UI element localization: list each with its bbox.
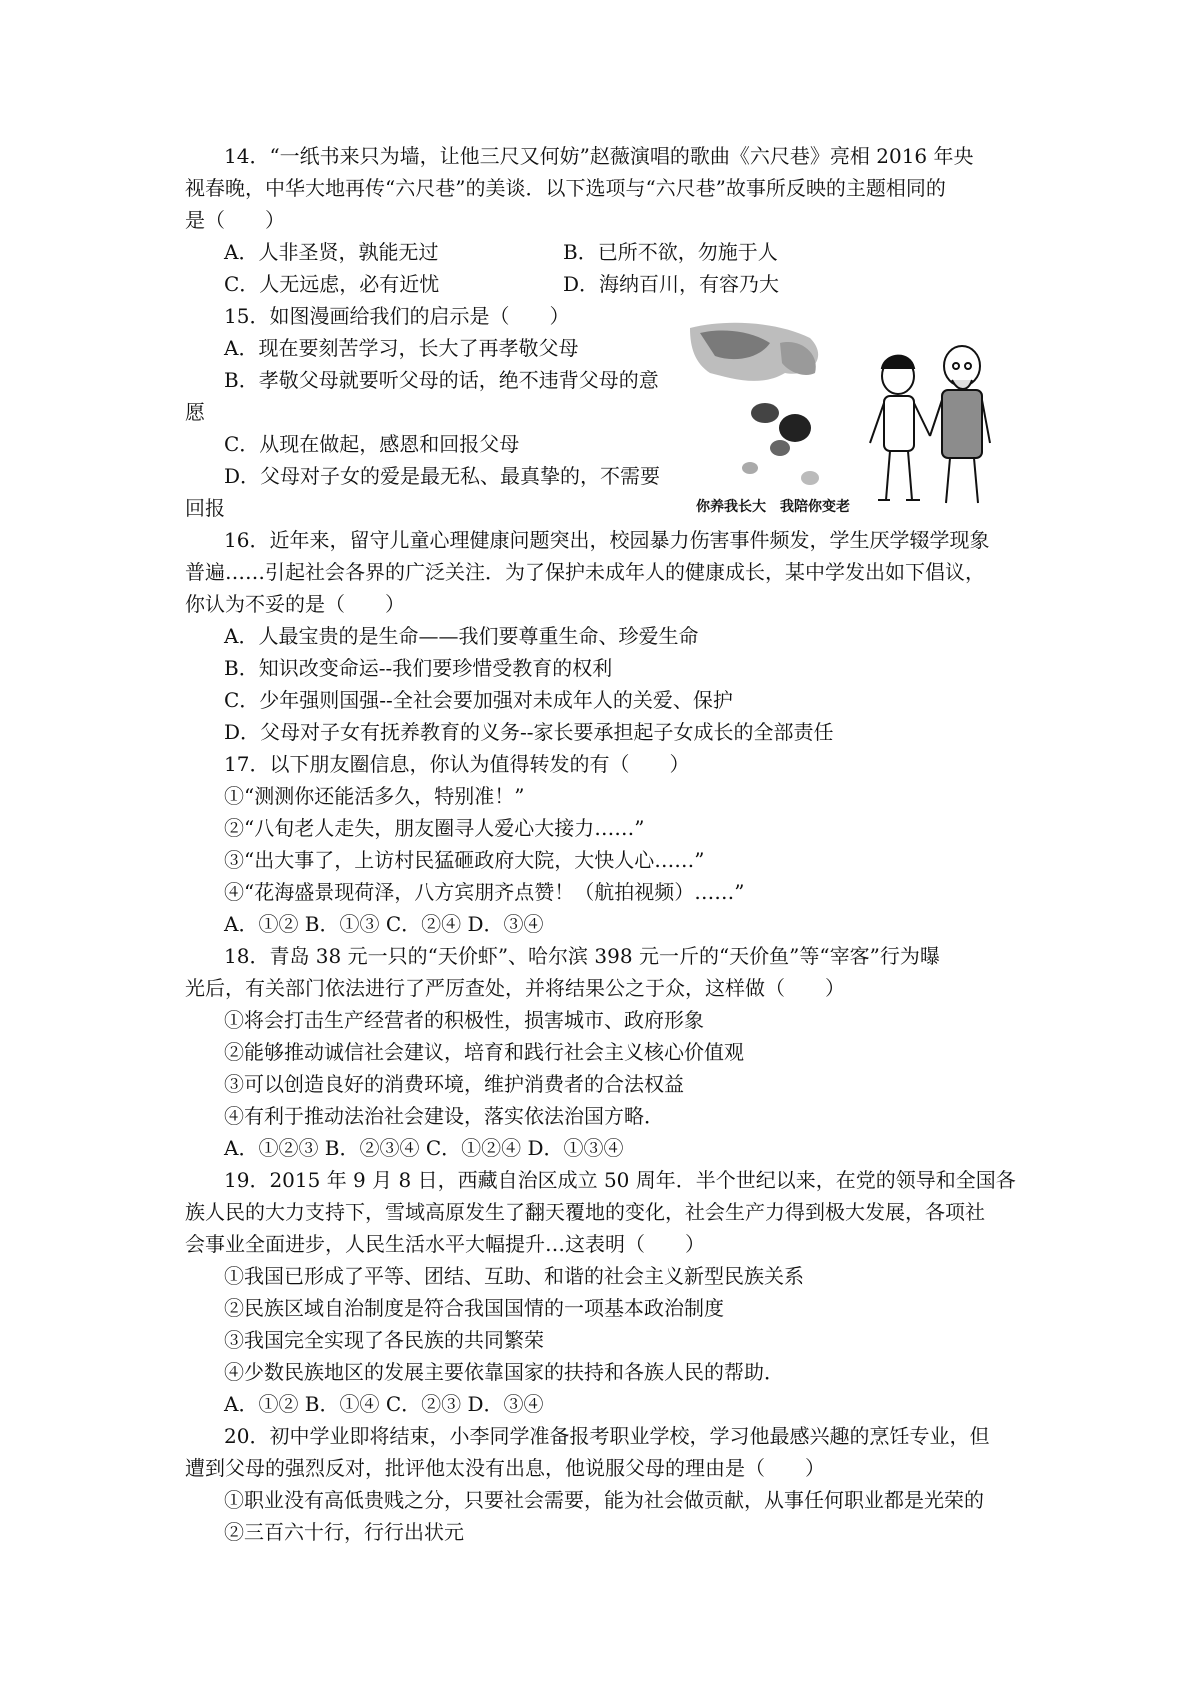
q18-item-1: ①将会打击生产经营者的积极性，损害城市、政府形象 <box>224 1008 704 1032</box>
q19-stem-line-1: 19．2015 年 9 月 8 日，西藏自治区成立 50 周年．半个世纪以来，在党的领导和全国各 <box>224 1168 1016 1192</box>
q19-item-4: ④少数民族地区的发展主要依靠国家的扶持和各族人民的帮助． <box>224 1360 784 1384</box>
q19-options: A．①② B．①④ C．②③ D．③④ <box>224 1392 544 1416</box>
q14-option-a: A．人非圣贤，孰能无过 <box>224 240 439 264</box>
q16-option-a: A．人最宝贵的是生命——我们要尊重生命、珍爱生命 <box>224 624 699 648</box>
q17-item-4: ④“花海盛景现荷泽，八方宾朋齐点赞！（航拍视频）……” <box>224 880 745 904</box>
q18-stem-line-1: 18．青岛 38 元一只的“天价虾”、哈尔滨 398 元一斤的“天价鱼”等“宰客”行为曝 <box>224 944 940 968</box>
q15-option-d-line-1: D．父母对子女的爱是最无私、最真挚的，不需要 <box>224 464 661 488</box>
q20-stem-line-2: 遭到父母的强烈反对，批评他太没有出息，他说服父母的理由是（ ） <box>185 1456 825 1480</box>
q16-stem-line-3: 你认为不妥的是（ ） <box>185 592 405 616</box>
q18-stem-line-2: 光后，有关部门依法进行了严厉查处，并将结果公之于众，这样做（ ） <box>185 976 845 1000</box>
q16-option-d: D．父母对子女有抚养教育的义务--家长要承担起子女成长的全部责任 <box>224 720 834 744</box>
q16-stem-line-1: 16．近年来，留守儿童心理健康问题突出，校园暴力伤害事件频发，学生厌学辍学现象 <box>224 528 990 552</box>
q15-option-d-line-2: 回报 <box>185 496 225 520</box>
q18-item-3: ③可以创造良好的消费环境，维护消费者的合法权益 <box>224 1072 684 1096</box>
q19-item-1: ①我国已形成了平等、团结、互助、和谐的社会主义新型民族关系 <box>224 1264 804 1288</box>
q17-stem: 17．以下朋友圈信息，你认为值得转发的有（ ） <box>224 752 690 776</box>
q14-stem-line-1: 14．“一纸书来只为墙，让他三尺又何妨”赵薇演唱的歌曲《六尺巷》亮相 2016 年央 <box>224 144 974 168</box>
q14-option-d: D．海纳百川，有容乃大 <box>563 272 780 296</box>
q19-stem-line-2: 族人民的大力支持下，雪域高原发生了翻天覆地的变化，社会生产力得到极大发展，各项社 <box>185 1200 985 1224</box>
cartoon-caption: 你养我长大 我陪你变老 <box>696 499 850 515</box>
q16-option-c: C．少年强则国强--全社会要加强对未成年人的关爱、保护 <box>224 688 733 712</box>
q15-option-a: A．现在要刻苦学习，长大了再孝敬父母 <box>224 336 579 360</box>
q14-stem-line-2: 视春晚，中华大地再传“六尺巷”的美谈．以下选项与“六尺巷”故事所反映的主题相同的 <box>185 176 946 200</box>
q18-options: A．①②③ B．②③④ C．①②④ D．①③④ <box>224 1136 624 1160</box>
q14-option-b: B．已所不欲，勿施于人 <box>563 240 778 264</box>
q16-stem-line-2: 普遍……引起社会各界的广泛关注．为了保护未成年人的健康成长，某中学发出如下倡议， <box>185 560 985 584</box>
q15-option-b-line-1: B．孝敬父母就要听父母的话，绝不违背父母的意 <box>224 368 659 392</box>
q19-stem-line-3: 会事业全面进步，人民生活水平大幅提升…这表明（ ） <box>185 1232 705 1256</box>
q15-option-c: C．从现在做起，感恩和回报父母 <box>224 432 520 456</box>
q14-option-c: C．人无远虑，必有近忧 <box>224 272 440 296</box>
q18-item-4: ④有利于推动法治社会建设，落实依法治国方略． <box>224 1104 664 1128</box>
q18-item-2: ②能够推动诚信社会建议，培育和践行社会主义核心价值观 <box>224 1040 744 1064</box>
q17-item-3: ③“出大事了，上访村民猛砸政府大院，大快人心……” <box>224 848 705 872</box>
q20-item-2: ②三百六十行，行行出状元 <box>224 1520 464 1544</box>
cartoon-illustration <box>690 318 1012 520</box>
q20-item-1: ①职业没有高低贵贱之分，只要社会需要，能为社会做贡献，从事任何职业都是光荣的 <box>224 1488 984 1512</box>
cartoon-drawing <box>690 318 1012 520</box>
q15-option-b-line-2: 愿 <box>185 400 205 424</box>
q14-stem-line-3: 是（ ） <box>185 208 285 232</box>
q19-item-2: ②民族区域自治制度是符合我国国情的一项基本政治制度 <box>224 1296 724 1320</box>
q19-item-3: ③我国完全实现了各民族的共同繁荣 <box>224 1328 544 1352</box>
q15-stem: 15．如图漫画给我们的启示是（ ） <box>224 304 570 328</box>
q17-item-1: ①“测测你还能活多久，特别准！” <box>224 784 525 808</box>
q16-option-b: B．知识改变命运--我们要珍惜受教育的权利 <box>224 656 613 680</box>
boy-figure <box>870 356 930 500</box>
q17-item-2: ②“八旬老人走失，朋友圈寻人爱心大接力……” <box>224 816 645 840</box>
grandfather-figure <box>930 346 990 503</box>
q17-options: A．①② B．①③ C．②④ D．③④ <box>224 912 544 936</box>
q20-stem-line-1: 20．初中学业即将结束，小李同学准备报考职业学校，学习他最感兴趣的烹饪专业，但 <box>224 1424 990 1448</box>
